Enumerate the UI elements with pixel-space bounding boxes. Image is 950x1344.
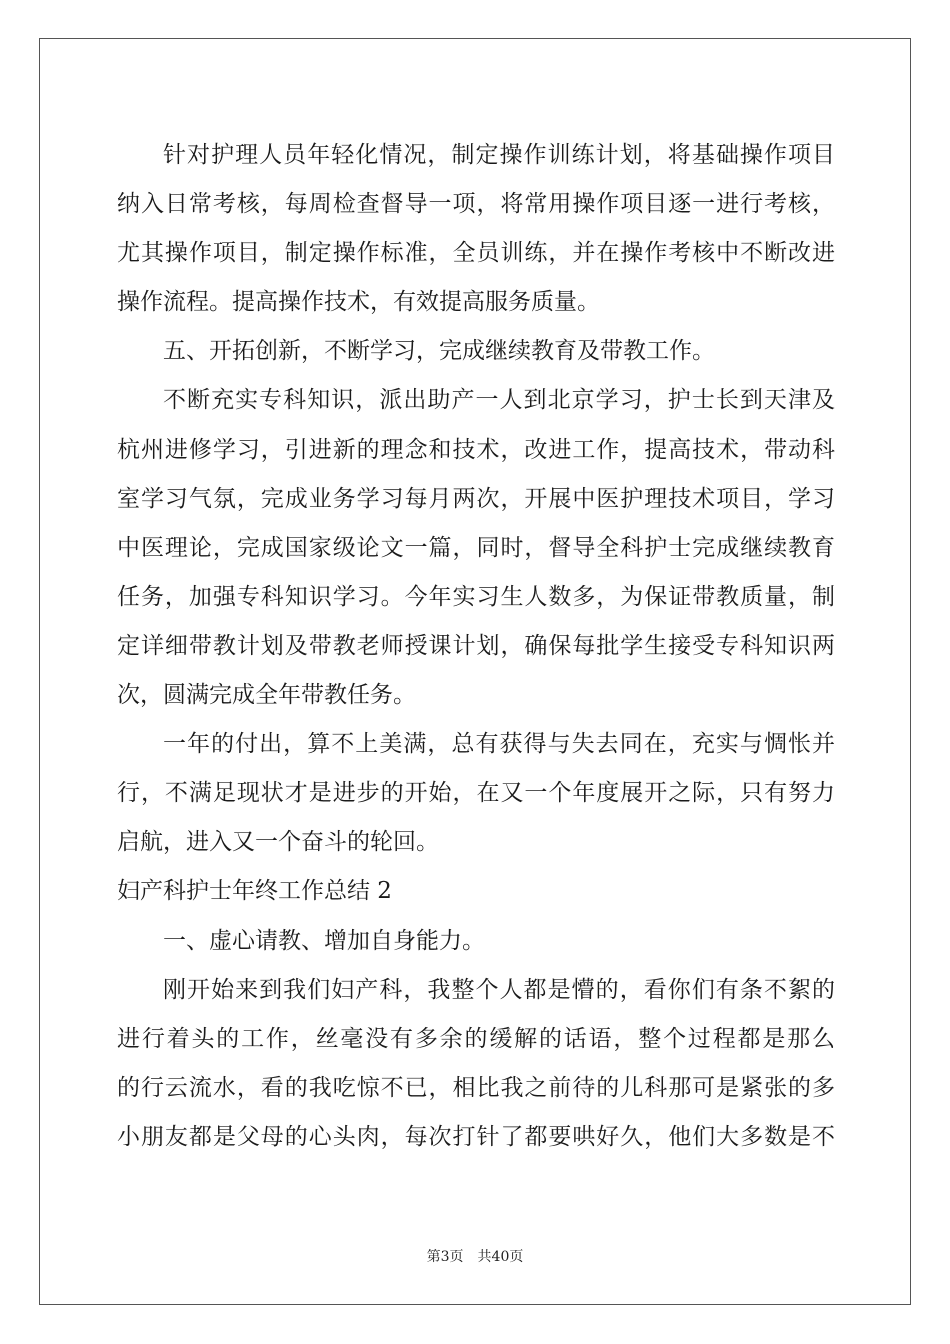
text-line: 室学习气氛，完成业务学习每月两次，开展中医护理技术项目，学习 (117, 485, 835, 512)
text-line: 任务，加强专科知识学习。今年实习生人数多，为保证带教质量，制 (117, 583, 835, 610)
section-heading: 五、开拓创新，不断学习，完成继续教育及带教工作。 (163, 338, 715, 365)
text-line: 杭州进修学习，引进新的理念和技术，改进工作，提高技术，带动科 (117, 436, 835, 463)
text-line: 定详细带教计划及带教老师授课计划，确保每批学生接受专科知识两 (117, 632, 835, 659)
text-line: 一年的付出，算不上美满，总有获得与失去同在，充实与惆怅并 (163, 731, 835, 758)
text-line: 进行着头的工作，丝毫没有多余的缓解的话语，整个过程都是那么 (117, 1025, 835, 1052)
text-line: 中医理论，完成国家级论文一篇，同时，督导全科护士完成继续教育 (117, 534, 835, 561)
text-line: 刚开始来到我们妇产科，我整个人都是懵的，看你们有条不絮的 (163, 976, 835, 1003)
text-line: 操作流程。提高操作技术，有效提高服务质量。 (117, 289, 600, 316)
section-heading: 一、虚心请教、增加自身能力。 (163, 927, 485, 954)
text-line: 的行云流水，看的我吃惊不已，相比我之前待的儿科那可是紧张的多 (117, 1074, 835, 1101)
document-body (117, 131, 835, 1162)
text-line: 小朋友都是父母的心头肉，每次打针了都要哄好久，他们大多数是不 (117, 1123, 835, 1150)
page-footer (0, 1246, 950, 1266)
text-line: 行，不满足现状才是进步的开始，在又一个年度展开之际，只有努力 (117, 780, 835, 807)
text-line: 启航，进入又一个奋斗的轮回。 (117, 829, 439, 856)
text-line: 尤其操作项目，制定操作标准，全员训练，并在操作考核中不断改进 (117, 240, 835, 267)
text-line: 针对护理人员年轻化情况，制定操作训练计划，将基础操作项目 (163, 142, 835, 168)
total-page-count: 共40页 (477, 1249, 524, 1265)
text-line: 不断充实专科知识，派出助产一人到北京学习，护士长到天津及 (163, 387, 835, 414)
text-line: 次，圆满完成全年带教任务。 (117, 682, 416, 709)
article-title: 妇产科护士年终工作总结 2 (117, 878, 392, 905)
text-line: 纳入日常考核，每周检查督导一项，将常用操作项目逐一进行考核， (117, 191, 835, 218)
current-page-number: 第3页 (426, 1249, 464, 1265)
